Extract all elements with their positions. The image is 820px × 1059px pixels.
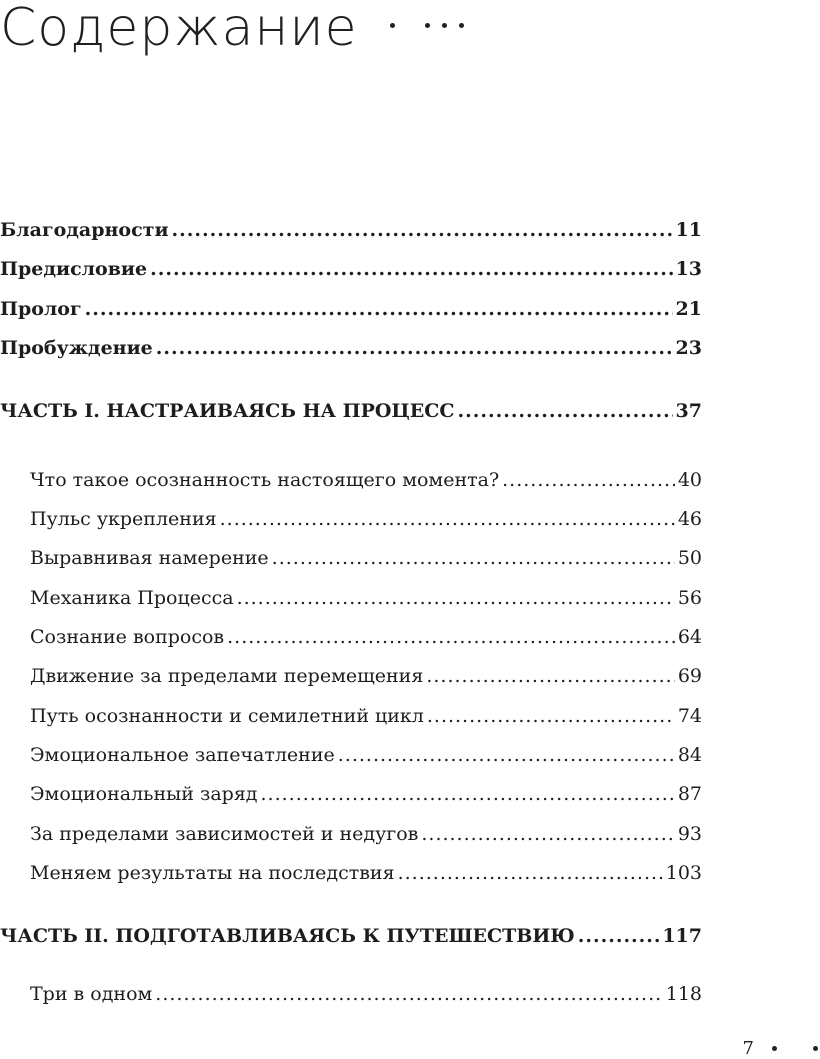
toc-entry-page: 46 (677, 508, 702, 530)
toc-part-1[interactable] (0, 400, 702, 422)
toc-entry-page: 64 (677, 626, 702, 648)
toc-entry-page: 93 (677, 823, 702, 845)
toc-entry-label: Эмоциональный заряд (30, 783, 258, 805)
page-number: 7 (742, 1038, 754, 1059)
dot-leader (578, 925, 660, 947)
dot-leader (398, 862, 663, 884)
toc-sub-entry[interactable] (30, 783, 702, 805)
footer-dot (772, 1046, 777, 1051)
toc-sub-entry[interactable] (30, 983, 702, 1005)
toc-entry-page: 13 (675, 258, 702, 280)
page-footer (743, 1038, 820, 1059)
dot-leader (272, 547, 675, 569)
toc-entry-page: 84 (677, 744, 702, 766)
toc-part-label: ЧАСТЬ I. НАСТРАИВАЯСЬ НА ПРОЦЕСС (0, 400, 455, 422)
dot-leader (227, 626, 675, 648)
footer-dot (813, 1046, 818, 1051)
toc-entry-label: Предисловие (0, 258, 148, 280)
page-title: Содержание (0, 0, 358, 58)
dot-leader (427, 705, 675, 727)
toc-entry-label: Выравнивая намерение (30, 547, 269, 569)
toc-entry-page: 103 (665, 862, 702, 884)
toc-entry-foreword[interactable] (0, 258, 702, 280)
toc-entry-label: Пробуждение (0, 337, 153, 359)
title-ornament (390, 23, 464, 28)
toc-entry-awakening[interactable] (0, 337, 702, 359)
dot-leader (156, 337, 673, 359)
toc-entry-page: 118 (665, 983, 702, 1005)
toc-sub-entry[interactable] (30, 705, 702, 727)
toc-entry-prologue[interactable] (0, 298, 702, 320)
toc-entry-page: 40 (677, 469, 702, 491)
toc-sub-entry[interactable] (30, 665, 702, 687)
ornament-dot (425, 23, 430, 28)
dot-leader (502, 469, 675, 491)
dot-leader (458, 400, 673, 422)
dot-leader (338, 744, 675, 766)
dot-leader (421, 823, 674, 845)
toc-entry-label: Что такое осознанность настоящего момента? (30, 469, 500, 491)
toc-entry-page: 87 (677, 783, 702, 805)
dot-leader (220, 508, 675, 530)
toc-entry-page: 21 (675, 298, 702, 320)
dot-leader (426, 665, 674, 687)
dot-leader (261, 783, 675, 805)
toc-sub-entry[interactable] (30, 862, 702, 884)
toc-entry-label: Благодарности (0, 219, 169, 241)
toc-entry-label: Механика Процесса (30, 587, 234, 609)
ornament-dot (459, 23, 464, 28)
dot-leader (155, 983, 662, 1005)
toc-entry-label: Три в одном (30, 983, 153, 1005)
toc-entry-label: Пролог (0, 298, 82, 320)
toc-part-2[interactable] (0, 925, 702, 947)
toc-sub-entry[interactable] (30, 469, 702, 491)
toc-part-label: ЧАСТЬ II. ПОДГОТАВЛИВАЯСЬ К ПУТЕШЕСТВИЮ (0, 925, 575, 947)
toc-entry-label: Эмоциональное запечатление (30, 744, 335, 766)
toc-entry-label: Пульс укрепления (30, 508, 217, 530)
toc-entry-label: Сознание вопросов (30, 626, 225, 648)
toc-sub-entry[interactable] (30, 547, 702, 569)
toc-entry-page: 69 (677, 665, 702, 687)
toc-entry-label: Движение за пределами перемещения (30, 665, 424, 687)
dot-leader (85, 298, 673, 320)
toc-entry-page: 23 (675, 337, 702, 359)
toc-sub-entry[interactable] (30, 744, 702, 766)
toc-entry-page: 56 (677, 587, 702, 609)
dot-leader (237, 587, 675, 609)
toc-entry-label: Путь осознанности и семилетний цикл (30, 705, 424, 727)
toc-entry-label: Меняем результаты на последствия (30, 862, 395, 884)
page-header (0, 0, 464, 62)
dot-leader (172, 219, 673, 241)
dot-leader (150, 258, 672, 280)
toc-sub-entry[interactable] (30, 823, 702, 845)
toc-entry-page: 50 (677, 547, 702, 569)
toc-entry-acknowledgements[interactable] (0, 219, 702, 241)
toc-part-page: 37 (675, 400, 702, 422)
ornament-dot (390, 23, 395, 28)
toc-sub-entry[interactable] (30, 508, 702, 530)
toc-part-page: 117 (662, 925, 702, 947)
toc-entry-label: За пределами зависимостей и недугов (30, 823, 419, 845)
toc-sub-entry[interactable] (30, 587, 702, 609)
toc-entry-page: 11 (675, 219, 702, 241)
toc-sub-entry[interactable] (30, 626, 702, 648)
ornament-dot (442, 23, 447, 28)
toc-entry-page: 74 (677, 705, 702, 727)
